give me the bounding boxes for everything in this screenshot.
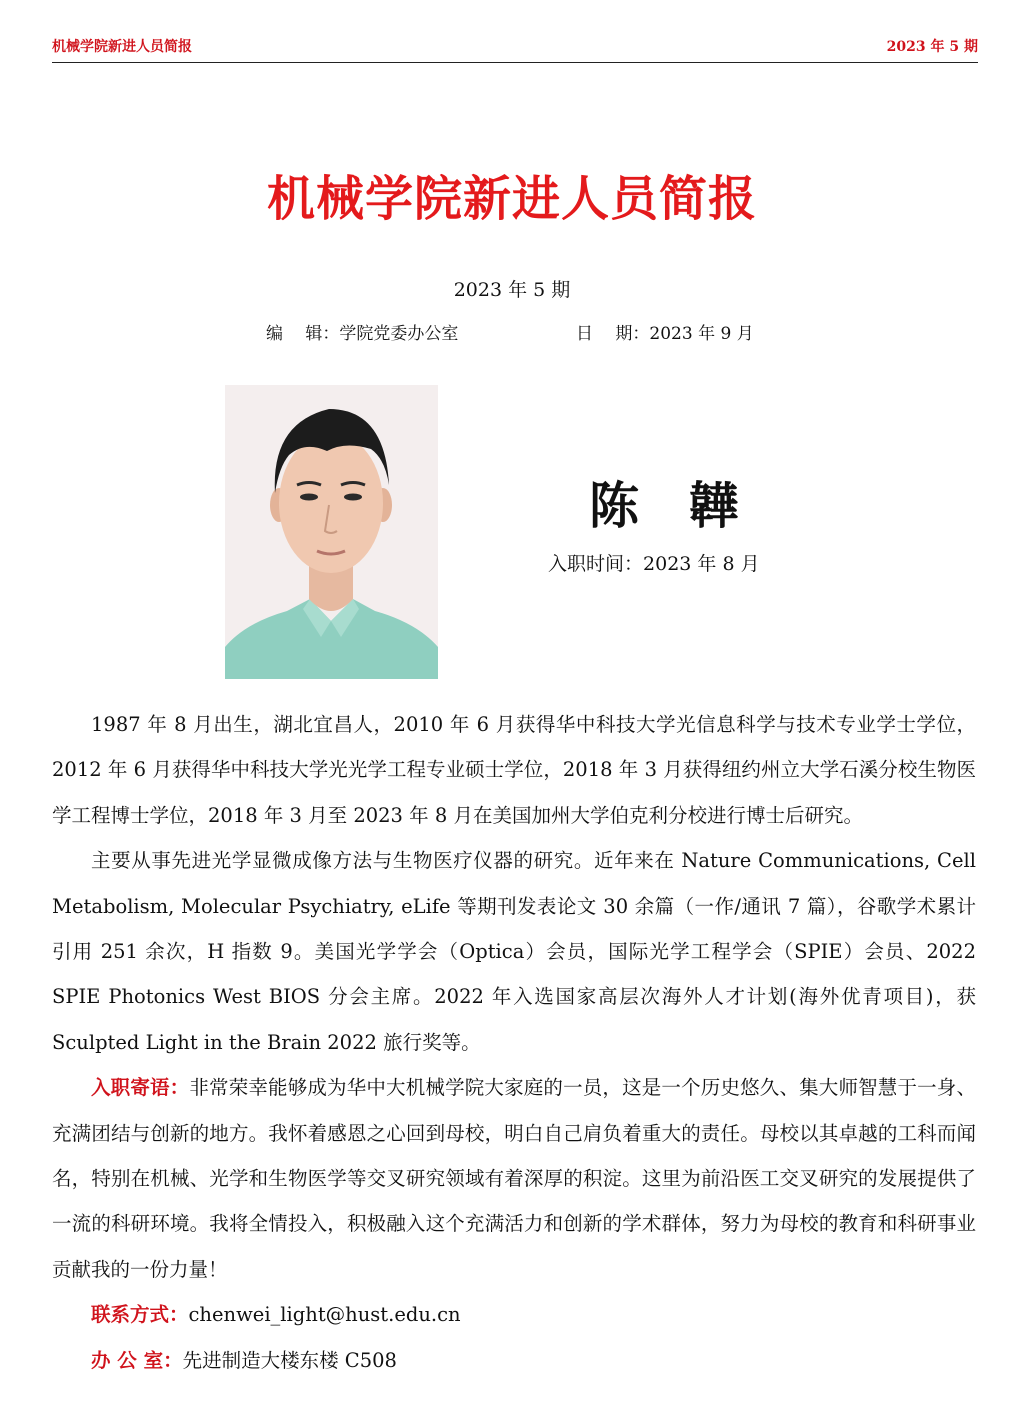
page-title: 机械学院新进人员简报	[266, 171, 757, 227]
date-line	[576, 319, 754, 344]
editor-label: 编 辑：	[266, 324, 340, 344]
join-date	[548, 549, 760, 576]
header-issue: 2023 年 5 期	[886, 39, 978, 55]
research-paragraph: 主要从事先进光学显微成像方法与生物医疗仪器的研究。近年来在 Nature Communications, Cell Metabolism, Molecular Psychiatry, eLife 等期刊发表论文 30 余篇（一作/通讯 7 篇），谷歌学术累计引用 251 余次，H 指数 9。美国光学学会（Optica）会员，国际光学工程学会（SPIE）会员、2022 SPIE Photonics West BIOS 分会主席。2022 年入选国家高层次海外人才计划(海外优青项目)，获 Sculpted Light in the Brain 2022 旅行奖等。	[52, 849, 976, 1054]
message-label: 入职寄语：	[91, 1076, 190, 1100]
message-text: 非常荣幸能够成为华中大机械学院大家庭的一员，这是一个历史悠久、集大师智慧于一身、充满团结与创新的地方。我怀着感恩之心回到母校，明白自己肩负着重大的责任。母校以其卓越的工科而闻名，特别在机械、光学和生物医学等交叉研究领域有着深厚的积淀。这里为前沿医工交叉研究的发展提供了一流的科研环境。我将全情投入，积极融入这个充满活力和创新的学术群体，努力为母校的教育和科研事业贡献我的一份力量！	[52, 1076, 976, 1281]
issue-number: 2023 年 5 期	[453, 279, 571, 301]
editor-line	[266, 319, 458, 344]
join-label: 入职时间：	[548, 553, 644, 575]
office-label: 办 公 室：	[91, 1348, 183, 1372]
name-given: 韡	[689, 476, 741, 535]
office-line	[52, 1338, 976, 1383]
body-text	[52, 702, 976, 1383]
office-value: 先进制造大楼东楼 C508	[182, 1348, 397, 1372]
editor-value: 学院党委办公室	[339, 324, 459, 344]
contact-line	[52, 1292, 976, 1337]
portrait-illustration	[225, 385, 438, 679]
date-label: 日 期：	[576, 324, 650, 344]
contact-email[interactable]: chenwei_light@hust.edu.cn	[188, 1303, 461, 1327]
name-surname: 陈	[589, 476, 641, 535]
bio-paragraph: 1987 年 8 月出生，湖北宜昌人，2010 年 6 月获得华中科技大学光信息科学与技术专业学士学位，2012 年 6 月获得华中科技大学光光学工程专业硕士学位，2018 年 3 月获得纽约州立大学石溪分校生物医学工程博士学位，2018 年 3 月至 2023 年 8 月在美国加州大学伯克利分校进行博士后研究。	[52, 713, 976, 827]
date-value: 2023 年 9 月	[649, 324, 754, 344]
message-paragraph	[52, 1065, 976, 1292]
running-header	[52, 36, 978, 63]
person-name	[560, 466, 770, 538]
contact-label: 联系方式：	[91, 1303, 189, 1327]
portrait-photo	[225, 385, 438, 679]
join-value: 2023 年 8 月	[643, 553, 760, 575]
header-left-title: 机械学院新进人员简报	[52, 39, 192, 55]
